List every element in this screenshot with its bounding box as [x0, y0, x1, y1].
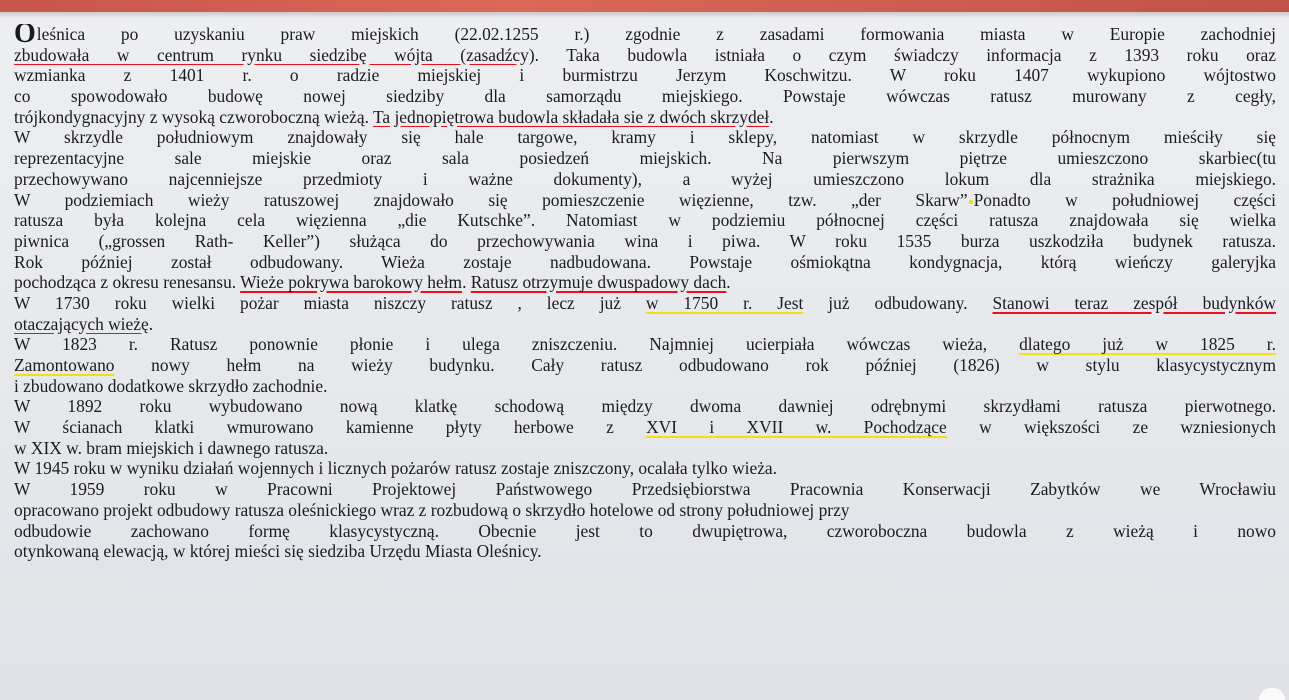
text-line — [14, 521, 1276, 542]
article-text — [14, 24, 1276, 562]
text-run: . — [726, 272, 731, 293]
yellow-highlighted-text: XVI i XVII w. Pochodzące — [646, 417, 947, 438]
text-line — [14, 65, 1276, 86]
red-highlighted-text: Wieże pokrywa barokowy hełm — [240, 272, 463, 293]
red-highlighted-text: Stanowi teraz zespół budynków — [992, 292, 1276, 313]
text-line — [14, 45, 1276, 66]
yellow-highlighted-text: Zamontowano — [14, 355, 115, 375]
text-line — [14, 355, 1276, 376]
text-run: odbudowie zachowano formę klasycystyczną. Obecnie jest to dwupiętrowa, czworoboczna budowla z wieżą i nowo — [14, 520, 1276, 541]
text-run: reprezentacyjne sale miejskie oraz sala posiedzeń miejskich. Na pierwszym piętrze umieszczono skarbiec(tu — [14, 148, 1276, 169]
red-highlighted-text: otaczających wieżę — [14, 313, 149, 334]
text-run: piwnica („grossen Rath- Keller”) służąca do przechowywania wina i piwa. W roku 1535 burza uszkodziła budynek ratusza. — [14, 230, 1276, 251]
text-run: W 1892 roku wybudowano nową klatkę schodową między dwoma dawniej odrębnymi skrzydłami ratusza pierwotnego. — [14, 396, 1276, 417]
text-line — [14, 127, 1276, 148]
text-run: Rok później został odbudowany. Wieża zostaje nadbudowana. Powstaje ośmiokątna kondygnacja, którą wieńczy galeryjka — [14, 251, 1276, 272]
text-line — [14, 293, 1276, 314]
text-line — [14, 541, 1276, 562]
text-line — [14, 438, 1276, 459]
text-line — [14, 24, 1276, 45]
text-run: . — [462, 272, 471, 293]
text-line — [14, 190, 1276, 211]
text-line — [14, 231, 1276, 252]
red-highlighted-text: Ta jednopiętrowa budowla składała sie z dwóch skrzydeł — [372, 106, 770, 127]
text-line — [14, 396, 1276, 417]
text-run: . — [769, 106, 774, 127]
text-line — [14, 252, 1276, 273]
text-run: opracowano projekt odbudowy ratusza oleśnickiego wraz z rozbudową o skrzydło hotelowe od strony południowej przy — [14, 499, 850, 520]
text-run: W 1959 roku w Pracowni Projektowej Państwowego Przedsiębiorstwa Pracownia Konserwacji Zabytków we Wrocławiu — [14, 479, 1276, 500]
text-line — [14, 210, 1276, 231]
yellow-dot-mark — [969, 200, 973, 204]
text-run: W ścianach klatki wmurowano kamienne płyty herbowe z — [14, 417, 647, 438]
text-line — [14, 86, 1276, 107]
text-run: przechowywano najcenniejsze przedmioty i ważne dokumenty), a wyżej umieszczono lokum dla strażnika miejskiego. — [14, 168, 1276, 189]
text-run: już odbudowany. — [803, 292, 993, 313]
text-line — [14, 417, 1276, 438]
text-run: wzmianka z 1401 r. o radzie miejskiej i burmistrzu Jerzym Koschwitzu. W roku 1407 wykupiono wójtostwo — [14, 65, 1276, 86]
text-run: leśnica po uzyskaniu praw miejskich (22.02.1255 r.) zgodnie z zasadami formowania miasta w Europie zachodniej — [36, 24, 1276, 44]
text-run: w XIX w. bram miejskich i dawnego ratusza. — [14, 437, 329, 458]
page-corner — [1259, 688, 1285, 700]
text-run: W podziemiach wieży ratuszowej znajdowało się pomieszczenie więzienne, tzw. „der Skarw” — [14, 189, 968, 210]
text-run: pochodząca z okresu renesansu. — [14, 272, 241, 293]
text-line — [14, 272, 1276, 293]
text-run: W 1945 roku w wyniku działań wojennych i licznych pożarów ratusz zostaje zniszczony, ocalała tylko wieża. — [14, 458, 777, 479]
text-run: W 1730 roku wielki pożar miasta niszczy ratusz , lecz już — [14, 292, 646, 313]
text-run: ratusza była kolejna cela więzienna „die Kutschke”. Natomiast w podziemiu północnej części ratusza znajdowała się wielka — [14, 210, 1276, 231]
text-line — [14, 148, 1276, 169]
text-run: i zbudowano dodatkowe skrzydło zachodnie. — [14, 375, 328, 396]
text-run: otynkowaną elewacją, w której mieści się siedziba Urzędu Miasta Oleśnicy. — [14, 541, 542, 562]
text-run: . Taka budowla istniała o czym świadczy informacja z 1393 roku oraz — [534, 44, 1276, 65]
text-run: co spowodowało budowę nowej siedziby dla samorządu miejskiego. Powstaje wówczas ratusz murowany z cegły, — [14, 86, 1276, 107]
text-line — [14, 376, 1276, 397]
top-strip-shadow — [0, 12, 1289, 18]
top-red-strip — [0, 0, 1289, 12]
text-run: nowy hełm na wieży budynku. Cały ratusz odbudowano rok później (1826) w stylu klasycystycznym — [114, 355, 1276, 375]
red-highlighted-text: zbudowała w centrum rynku siedzibę wójta (zasadźcy) — [14, 44, 535, 65]
text-line — [14, 334, 1276, 355]
text-run: Ponadto w południowej części — [973, 189, 1276, 210]
text-run: W 1823 r. Ratusz ponownie płonie i ulega zniszczeniu. Najmniej ucierpiała wówczas wieża, — [14, 334, 1020, 355]
red-highlighted-text: Ratusz otrzymuje dwuspadowy dach — [470, 272, 727, 293]
drop-cap: O — [14, 24, 36, 45]
text-run: . — [148, 313, 154, 334]
text-run: w większości ze wzniesionych — [946, 417, 1276, 438]
yellow-highlighted-text: w 1750 r. Jest — [645, 292, 804, 313]
text-line — [14, 479, 1276, 500]
text-line — [14, 314, 1276, 335]
yellow-highlighted-text: dlatego już w 1825 r. — [1019, 334, 1276, 355]
text-line — [14, 500, 1276, 521]
text-line — [14, 169, 1276, 190]
text-run: W skrzydle południowym znajdowały się hale targowe, kramy i sklepy, natomiast w skrzydle północnym mieściły się — [14, 127, 1276, 148]
text-line — [14, 107, 1276, 128]
text-run: trójkondygnacyjny z wysoką czworoboczną wieżą. — [14, 106, 373, 127]
text-line — [14, 458, 1276, 479]
